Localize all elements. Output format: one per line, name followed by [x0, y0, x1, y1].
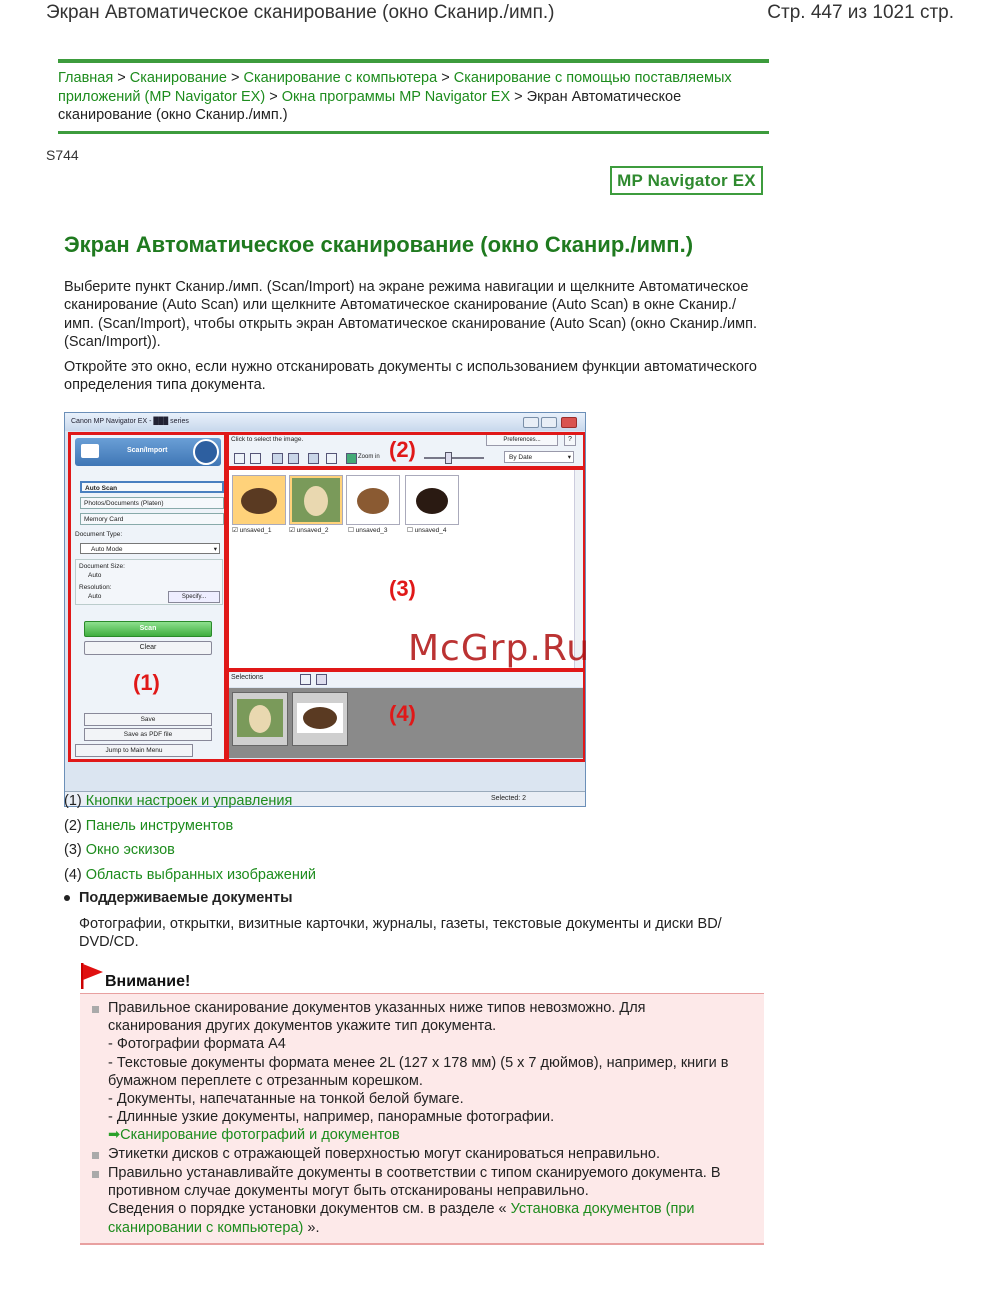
- placing-documents-link[interactable]: Установка документов (при: [510, 1201, 695, 1218]
- chevron-down-icon: ▾: [213, 546, 217, 553]
- bullet-icon: [92, 1006, 99, 1013]
- breadcrumb-link-bundled-apps[interactable]: Сканирование с помощью поставляемых приложений (MP Navigator EX): [58, 70, 732, 105]
- close-icon[interactable]: [561, 417, 577, 428]
- toolbar-hint: Click to select the image.: [231, 436, 304, 443]
- resolution-label: Resolution:: [79, 584, 112, 591]
- breadcrumb-separator: >: [117, 70, 126, 86]
- preferences-button[interactable]: Preferences...: [486, 434, 558, 446]
- document-size-value: Auto: [88, 572, 102, 579]
- attention-line: - Документы, напечатанные на тонкой белой бумаге.: [108, 1091, 464, 1108]
- breadcrumb-link-windows[interactable]: Окна программы MP Navigator EX: [281, 88, 511, 105]
- attention-line: Правильно устанавливайте документы в соответствии с типом сканируемого документа. В: [108, 1165, 721, 1181]
- intro-paragraph-2: Откройте это окно, если нужно отсканировать документы с использованием функции автоматического определения типа документа.: [64, 359, 757, 394]
- selections-label: Selections: [231, 674, 264, 681]
- breadcrumb-separator: >: [514, 88, 523, 105]
- selected-count: Selected: 2: [491, 795, 527, 802]
- legend-item: [64, 792, 292, 810]
- page-counter: Стр. 447 из 1021 стр.: [767, 2, 954, 23]
- product-logo: MP Navigator EX: [610, 166, 763, 195]
- zoom-label[interactable]: Zoom in: [358, 454, 380, 460]
- callout-marker-1: (1): [133, 670, 160, 695]
- legend-number: (1): [64, 793, 82, 809]
- attention-box: [80, 963, 764, 1244]
- supported-docs-text: Фотографии, открытки, визитные карточки, журналы, газеты, текстовые документы и диски BD/ DVD/CD.: [79, 916, 722, 951]
- document-code: S744: [46, 147, 79, 163]
- red-flag-icon: [80, 963, 104, 989]
- attention-item-1: [108, 999, 748, 1145]
- legend-item: [64, 841, 175, 859]
- intro-paragraph-1: Выберите пункт Сканир./имп. (Scan/Import) на экране режима навигации и щелкните Автоматическое сканирование (Auto Scan) или щелкните Автоматическое сканирование (Auto Scan) в окне Сканир./имп. (Scan/Import), чтобы открыть экран Автоматическое сканирование (Auto Scan) (окно Сканир./имп. (Scan/Import)).: [64, 279, 757, 351]
- supported-docs-heading: [64, 890, 293, 906]
- legend-link-toolbar[interactable]: Панель инструментов: [85, 818, 234, 834]
- thumbnail-checkbox[interactable]: ☐ unsaved_4: [407, 527, 447, 534]
- page-title: Экран Автоматическое сканирование (окно Сканир./имп.): [64, 232, 694, 257]
- breadcrumb: [58, 59, 769, 134]
- thumbnail-label: unsaved_3: [355, 527, 388, 534]
- scan-button[interactable]: Scan: [84, 621, 212, 637]
- document-type-label: Document Type:: [75, 531, 123, 538]
- window-titlebar: [65, 413, 585, 431]
- app-screenshot: [64, 412, 586, 807]
- breadcrumb-link-home[interactable]: Главная: [58, 70, 114, 86]
- memory-card-button[interactable]: Memory Card: [80, 513, 224, 525]
- document-size-label: Document Size:: [79, 563, 125, 570]
- breadcrumb-current: Экран Автоматическое сканирование (окно Сканир./имп.): [58, 88, 682, 123]
- resolution-value: Auto: [88, 593, 102, 600]
- attention-line: противном случае документы могут быть отсканированы неправильно.: [108, 1183, 589, 1200]
- callout-marker-2: (2): [389, 437, 416, 462]
- scan-photos-documents-link[interactable]: Сканирование фотографий и документов: [120, 1127, 400, 1144]
- sort-value: By Date: [509, 454, 533, 461]
- callout-box-1: [68, 432, 227, 762]
- legend-number: (4): [64, 867, 82, 883]
- jump-to-main-menu-button[interactable]: Jump to Main Menu: [75, 744, 193, 757]
- thumbnail-label: unsaved_1: [239, 527, 272, 534]
- thumbnail-label: unsaved_2: [296, 527, 329, 534]
- legend-link-controls[interactable]: Кнопки настроек и управления: [85, 793, 293, 809]
- thumbnail-label: unsaved_4: [414, 527, 447, 534]
- thumbnail-checkbox[interactable]: ☐ unsaved_3: [348, 527, 388, 534]
- attention-item-3: [108, 1164, 748, 1237]
- breadcrumb-separator: >: [441, 70, 450, 86]
- thumbnail-checkbox[interactable]: ☑ unsaved_2: [289, 527, 329, 534]
- chevron-down-icon: ▾: [567, 454, 571, 461]
- specify-button[interactable]: Specify...: [168, 591, 220, 603]
- photos-documents-button[interactable]: Photos/Documents (Platen): [80, 497, 224, 509]
- attention-line: - Фотографии формата A4: [108, 1036, 286, 1053]
- breadcrumb-separator: >: [269, 88, 278, 105]
- save-pdf-button[interactable]: Save as PDF file: [84, 728, 212, 741]
- bullet-icon: [64, 895, 70, 901]
- breadcrumb-link-scan-from-computer[interactable]: Сканирование с компьютера: [243, 70, 438, 86]
- legend-item: [64, 866, 316, 884]
- attention-body: [80, 993, 764, 1245]
- breadcrumb-link-scanning[interactable]: Сканирование: [129, 70, 227, 86]
- legend-number: (2): [64, 818, 82, 834]
- print-header-title: Экран Автоматическое сканирование (окно Сканир./имп.): [46, 2, 555, 23]
- callout-marker-3: (3): [389, 576, 416, 601]
- legend-number: (3): [64, 842, 82, 858]
- attention-ref-prefix: Сведения о порядке установки документов см. в разделе «: [108, 1201, 507, 1218]
- print-header: [46, 2, 954, 28]
- maximize-icon[interactable]: [541, 417, 557, 428]
- placing-documents-link-cont[interactable]: сканировании с компьютера): [108, 1219, 304, 1236]
- watermark: McGrp.Ru: [408, 628, 591, 669]
- help-button[interactable]: ?: [564, 434, 576, 446]
- bullet-icon: [92, 1171, 99, 1178]
- bullet-icon: [92, 1152, 99, 1159]
- attention-line: сканирования других документов укажите тип документа.: [108, 1018, 497, 1035]
- clear-button[interactable]: Clear: [84, 641, 212, 655]
- supported-docs-title: Поддерживаемые документы: [79, 890, 293, 906]
- minimize-icon[interactable]: [523, 417, 539, 428]
- attention-line: бумажном переплете с отрезанным корешком.: [108, 1072, 423, 1089]
- attention-line: - Текстовые документы формата менее 2L (127 x 178 мм) (5 x 7 дюймов), например, книги в: [108, 1054, 729, 1071]
- window-title: Canon MP Navigator EX - ███ series: [71, 418, 189, 425]
- legend-link-selected-area[interactable]: Область выбранных изображений: [85, 867, 317, 883]
- panel-title: Scan/Import: [127, 447, 168, 454]
- attention-ref-suffix: ».: [307, 1219, 320, 1236]
- attention-item-2: Этикетки дисков с отражающей поверхностью могут сканироваться неправильно.: [108, 1146, 660, 1162]
- callout-marker-4: (4): [389, 701, 416, 726]
- auto-scan-button[interactable]: Auto Scan: [80, 481, 224, 493]
- attention-line: - Длинные узкие документы, например, панорамные фотографии.: [108, 1109, 555, 1126]
- legend-link-thumbnails[interactable]: Окно эскизов: [85, 842, 175, 858]
- arrow-right-icon: ➡: [108, 1127, 121, 1144]
- attention-title: Внимание!: [105, 973, 191, 990]
- legend-item: [64, 817, 233, 835]
- breadcrumb-separator: >: [230, 70, 240, 86]
- save-button[interactable]: Save: [84, 713, 212, 726]
- attention-line: Правильное сканирование документов указанных ниже типов невозможно. Для: [108, 1000, 646, 1016]
- document-type-value: Auto Mode: [91, 546, 123, 553]
- thumbnail-checkbox[interactable]: ☑ unsaved_1: [232, 527, 272, 534]
